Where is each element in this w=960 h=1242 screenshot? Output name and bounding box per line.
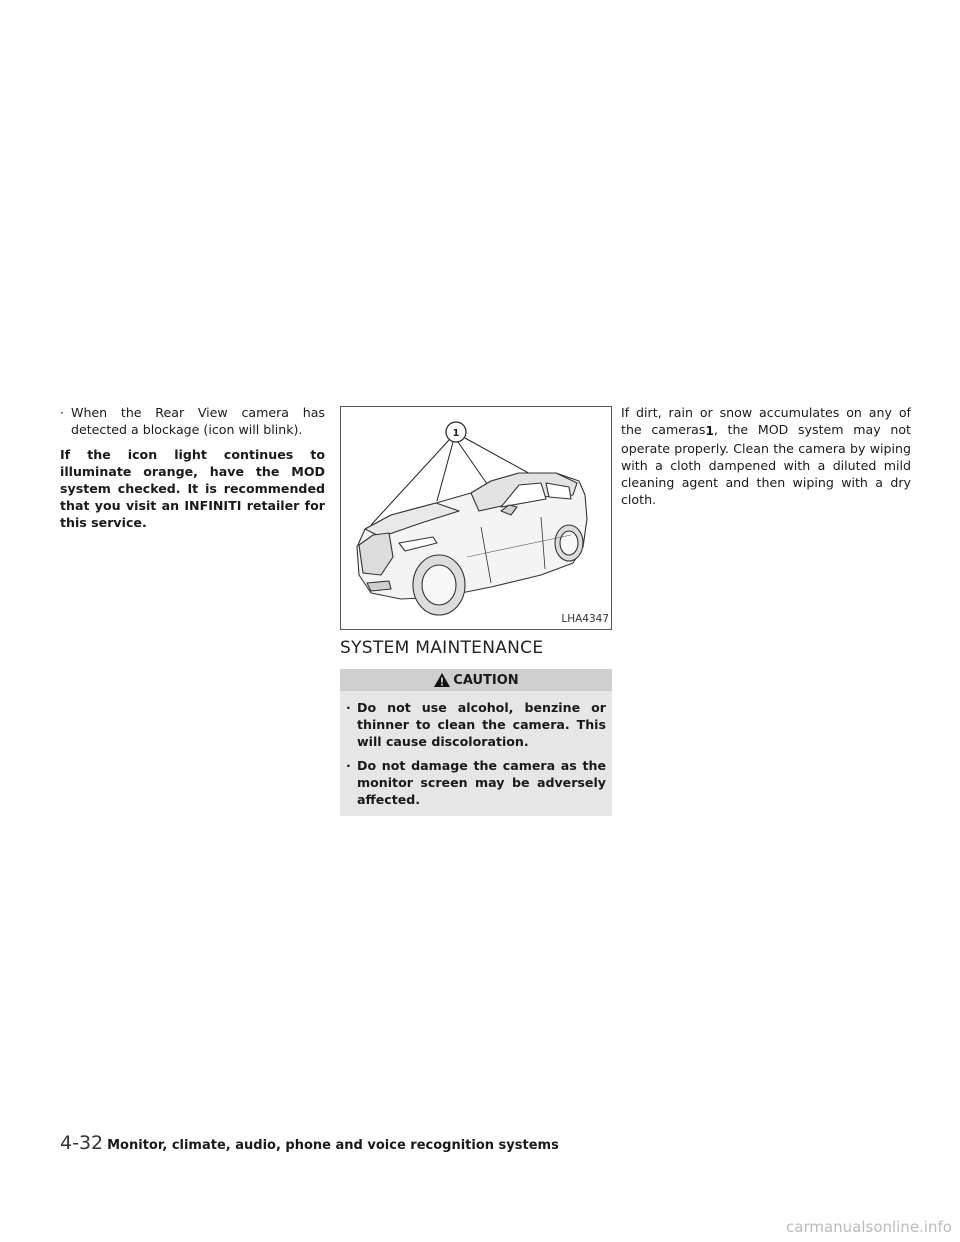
cleaning-text-start: If dirt, rain or snow accumulates on any of the cameras: [621, 405, 911, 437]
bullet-mark: ·: [346, 700, 351, 715]
caution-title: CAUTION: [453, 672, 519, 688]
warning-icon: [433, 672, 451, 688]
caution-body: [340, 691, 612, 816]
chapter-title: Monitor, climate, audio, phone and voice recognition systems: [107, 1138, 559, 1153]
page-footer: [60, 1132, 559, 1154]
section-heading: SYSTEM MAINTENANCE: [340, 638, 544, 658]
bullet-mark: ·: [346, 758, 351, 773]
page-number: 4-32: [60, 1132, 104, 1154]
watermark: carmanualsonline.info: [786, 1218, 952, 1236]
caution-header: [340, 669, 612, 691]
caution-text: Do not damage the camera as the monitor screen may be adversely affected.: [357, 758, 606, 807]
figure-code: LHA4347: [561, 613, 609, 625]
camera-location-figure: [340, 406, 612, 630]
vehicle-illustration: [341, 407, 611, 629]
blockage-bullet-text: When the Rear View camera has detected a blockage (icon will blink).: [71, 405, 325, 437]
caution-box: [340, 669, 612, 816]
mod-check-paragraph: If the icon light continues to illuminate orange, have the MOD system checked. It is recommended that you visit an INFINITI retailer for this service.: [60, 447, 325, 530]
middle-column: [340, 404, 612, 816]
caution-item: [346, 699, 606, 750]
cleaning-text-end: , the MOD system may not operate properly. Clean the camera by wiping with a cloth dampened with a diluted mild cleaning agent and then wiping with a dry cloth.: [621, 422, 911, 507]
bullet-mark: ·: [60, 405, 65, 420]
caution-text: Do not use alcohol, benzine or thinner to clean the camera. This will cause discoloration.: [357, 700, 606, 749]
left-column: [60, 404, 325, 531]
blockage-bullet: [60, 404, 325, 438]
callout-number: 1: [705, 424, 714, 438]
callout-label: 1: [452, 428, 460, 439]
cleaning-paragraph: [621, 404, 911, 508]
caution-item: [346, 757, 606, 808]
right-column: [621, 404, 911, 508]
